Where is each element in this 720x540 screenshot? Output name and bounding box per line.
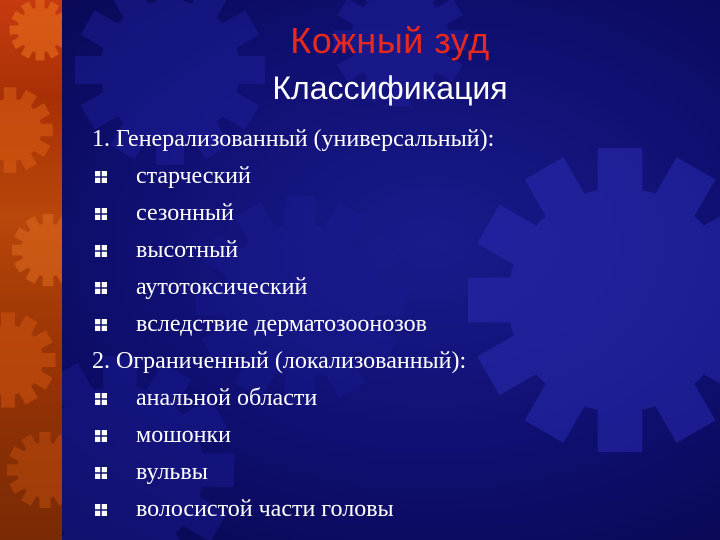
square-bullet-icon <box>94 429 108 443</box>
list-item-label: высотный <box>136 237 239 263</box>
slide-subtitle: Классификация <box>272 70 508 106</box>
gear-icon <box>12 214 62 286</box>
square-bullet-icon <box>94 466 108 480</box>
square-bullet-icon <box>94 170 108 184</box>
list-item-label: волосистой части головы <box>136 496 394 522</box>
gear-icon <box>0 87 53 173</box>
list-item <box>92 380 672 417</box>
list-item-label: вульвы <box>136 459 208 485</box>
gear-icon <box>10 0 62 60</box>
left-decoration-bar <box>0 0 62 540</box>
list-item <box>92 454 672 491</box>
list-item <box>92 269 672 306</box>
square-bullet-icon <box>94 392 108 406</box>
list-item <box>92 306 672 343</box>
list-item <box>92 195 672 232</box>
list-item <box>92 158 672 195</box>
section-heading: 2. Ограниченный (локализованный): <box>92 348 467 374</box>
list-item-label: мошонки <box>136 422 232 448</box>
section-heading: 1. Генерализованный (универсальный): <box>92 126 495 152</box>
classification-list <box>92 121 672 528</box>
list-item <box>92 491 672 528</box>
gear-icon <box>7 432 62 508</box>
slide-title: Кожный зуд <box>290 20 490 61</box>
square-bullet-icon <box>94 281 108 295</box>
list-item-label: анальной области <box>136 385 318 411</box>
list-item-label: старческий <box>136 163 251 189</box>
square-bullet-icon <box>94 318 108 332</box>
list-item-label: сезонный <box>136 200 234 226</box>
list-item-label: аутотоксический <box>136 274 308 300</box>
list-item <box>92 417 672 454</box>
square-bullet-icon <box>94 207 108 221</box>
square-bullet-icon <box>94 503 108 517</box>
square-bullet-icon <box>94 244 108 258</box>
list-item-label: вследствие дерматозоонозов <box>136 311 427 337</box>
gear-icon <box>0 313 56 408</box>
list-item <box>92 232 672 269</box>
